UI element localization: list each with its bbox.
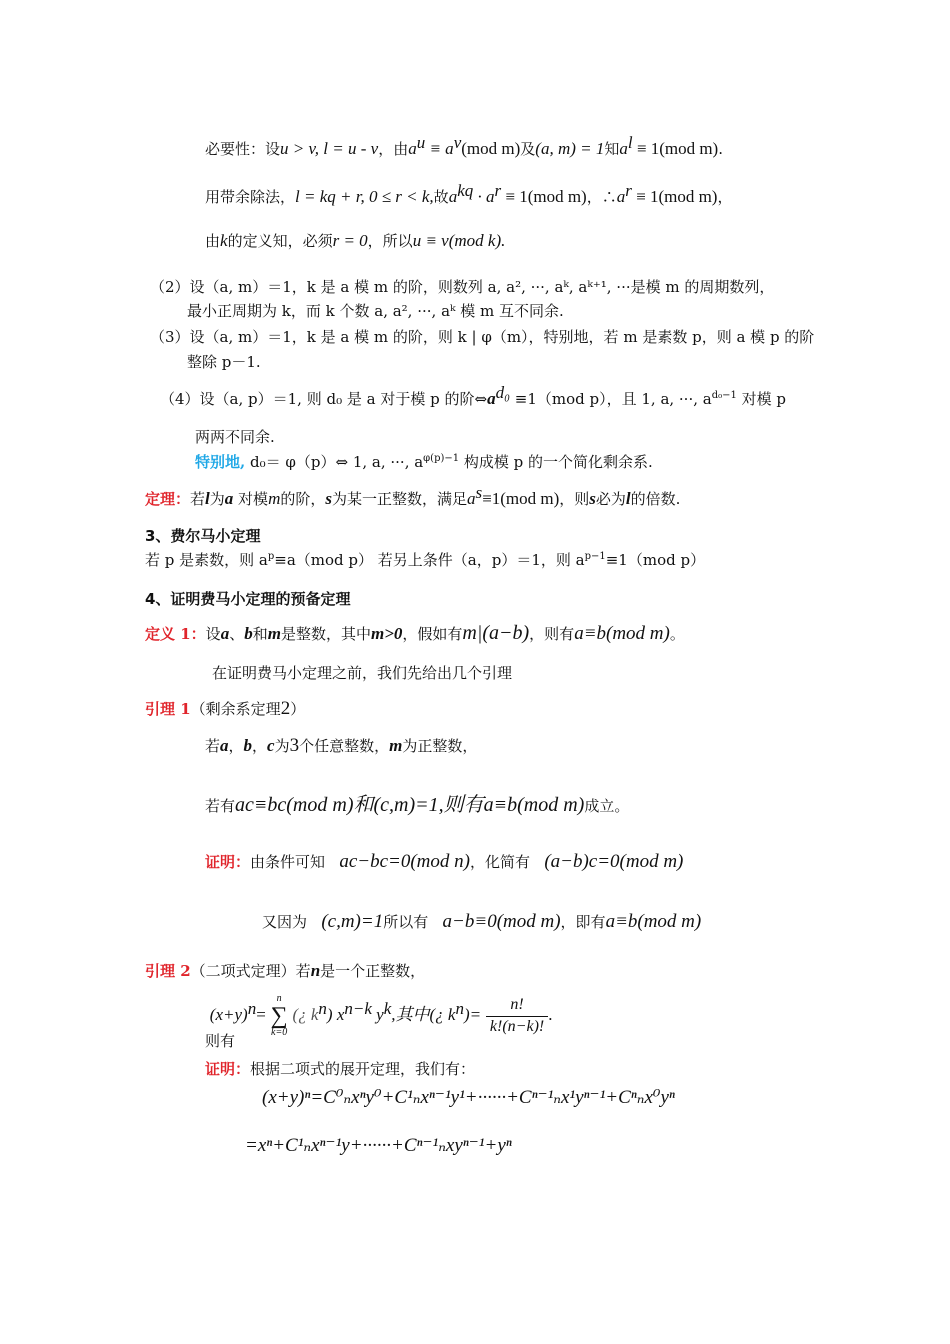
math: a <box>487 389 496 408</box>
text: 用带余除法， <box>205 188 296 206</box>
math-sup: s <box>475 483 483 502</box>
math: (x+y) <box>209 1005 248 1024</box>
definition-label: 定义 1： <box>145 625 206 643</box>
fraction-denominator: k!(n−k)! <box>489 1017 545 1035</box>
sigma-symbol: ∑ <box>270 1003 288 1029</box>
math: ≡ a <box>425 139 454 158</box>
math: m>0 <box>370 624 403 643</box>
item-2-line-1: （2）设（a, m）＝1，k 是 a 模 m 的阶，则数列 a, a², ···, aᵏ, aᵏ⁺¹, ···是模 m 的周期数列， <box>150 278 775 296</box>
text: ，由 <box>378 140 409 158</box>
binomial-formula <box>205 980 582 1050</box>
text: ≡1（mod p） <box>605 551 706 569</box>
lemma-1-line-2 <box>205 792 629 818</box>
math: ≡ 1(mod m) <box>632 139 719 158</box>
math: s <box>589 489 596 508</box>
math: a <box>616 187 626 206</box>
math: 3 <box>289 735 300 756</box>
sum-lower: k=0 <box>271 1027 288 1038</box>
expansion-line-2: =xⁿ+C¹ₙxⁿ⁻¹y+······+Cⁿ⁻¹ₙxyⁿ⁻¹+yⁿ <box>245 1135 512 1156</box>
math: ≡ 1(mod m) <box>501 187 587 206</box>
intro-text: 在证明费马小定理之前，我们先给出几个引理 <box>212 664 513 682</box>
math-sup: n−k <box>344 999 372 1018</box>
text: ，所以 <box>367 232 413 250</box>
text: ，化简有 <box>469 853 530 871</box>
item-4-line-2: 两两不同余. <box>195 428 275 446</box>
math: m|(a−b) <box>462 622 530 644</box>
math: m <box>267 624 281 643</box>
text: ，即有 <box>560 913 606 931</box>
lemma-1-heading <box>145 697 305 722</box>
section-4-heading: 4、证明费马小定理的预备定理 <box>145 590 351 608</box>
proof-1-line-2 <box>262 910 701 935</box>
math: ac−bc=0(mod n) <box>339 851 470 872</box>
sum-upper: n <box>276 993 282 1004</box>
math: · a <box>473 187 495 206</box>
math: l <box>205 489 210 508</box>
math: a−b≡0(mod m) <box>442 911 561 932</box>
math: a≡b(mod m) <box>605 911 702 932</box>
math: a <box>448 187 458 206</box>
math-sup: r <box>494 181 502 200</box>
special-line <box>195 452 653 473</box>
definition-1 <box>145 620 685 647</box>
item-4-line-1 <box>160 382 786 410</box>
math: ac≡bc(mod m)和(c,m)=1,则有a≡b(mod m) <box>235 794 585 816</box>
text: 设 <box>205 625 221 643</box>
math-sup: p−1 <box>584 551 606 562</box>
text: 。 <box>669 625 685 643</box>
math: n <box>310 961 321 980</box>
math: ,其中(¿ k <box>391 1005 456 1024</box>
text: 为 <box>209 490 225 508</box>
proof-1-line-1 <box>205 850 683 875</box>
text: ） <box>290 700 306 718</box>
math: . <box>548 1005 553 1024</box>
text: 所以有 <box>383 913 429 931</box>
text: 、 <box>229 625 245 643</box>
text: 必要性：设 <box>205 140 281 158</box>
math-sup: n <box>247 999 257 1018</box>
text: 为某一正整数，满足 <box>331 490 467 508</box>
proof-label: 证明： <box>205 1060 251 1078</box>
text: 若有 <box>205 797 236 815</box>
theorem-label: 定理： <box>145 490 191 508</box>
lemma-label: 引理 1 <box>145 700 191 718</box>
definition-line <box>205 230 505 252</box>
special-label: 特别地, <box>195 453 246 471</box>
text: 知 <box>604 140 620 158</box>
equiv-symbol: ⇔ <box>474 390 488 408</box>
math-sup: kq <box>457 181 474 200</box>
math-sup: d₀−1 <box>711 390 737 401</box>
division-line <box>205 180 732 208</box>
math-sup: p <box>267 551 275 562</box>
math: m <box>389 736 403 755</box>
text: 及 <box>520 140 536 158</box>
text: ，∴ <box>586 188 617 206</box>
math-sup: k <box>383 999 392 1018</box>
text: ≡1（mod p），且 1, a, ···, a <box>509 390 712 408</box>
math: r = 0 <box>332 231 368 250</box>
math-sup: u <box>416 133 426 152</box>
math: ) x <box>326 1005 345 1024</box>
text: 为正整数， <box>402 737 478 755</box>
math-sup: l <box>627 133 633 152</box>
math: a <box>224 489 234 508</box>
text: ， <box>252 737 268 755</box>
math: m <box>268 489 281 508</box>
item-3-line-2: 整除 p－1. <box>187 353 261 371</box>
text: ，则有 <box>529 625 575 643</box>
text: ， <box>228 737 244 755</box>
math: b <box>244 624 253 643</box>
text: 的倍数. <box>630 490 681 508</box>
text: 由条件可知 <box>250 853 326 871</box>
text: 是一个正整数， <box>320 962 426 980</box>
fraction-numerator: n! <box>486 995 548 1017</box>
math: a <box>220 736 229 755</box>
math: a≡b(mod m) <box>574 623 670 644</box>
text: 的定义知，必须 <box>227 232 333 250</box>
proof-label: 证明： <box>205 853 251 871</box>
math-sup: n <box>455 999 464 1018</box>
text: 若 p 是素数，则 a <box>145 551 268 569</box>
text: 对模 p <box>736 390 786 408</box>
text: （剩余系定理 <box>190 700 281 718</box>
item-3-line-1: （3）设（a, m）＝1，k 是 a 模 m 的阶，则 k | φ（m），特别地，若 m 是素数 p，则 a 模 p 的阶 <box>150 328 815 346</box>
text: 对模 <box>233 490 269 508</box>
necessity-line <box>205 132 723 160</box>
math: a <box>619 139 628 158</box>
math: (a−b)c=0(mod m) <box>544 851 684 872</box>
text: 若 <box>190 490 206 508</box>
math: ≡ 1(mod m) <box>631 187 718 206</box>
text: 若 <box>205 737 221 755</box>
theorem-line <box>145 482 680 510</box>
lemma-1-line-1 <box>205 734 477 759</box>
text: ，假如有 <box>402 625 463 643</box>
math: s <box>325 489 332 508</box>
math: )= <box>463 1005 482 1024</box>
expansion-line-1: (x+y)ⁿ=C⁰ₙxⁿy⁰+C¹ₙxⁿ⁻¹y¹+······+Cⁿ⁻¹ₙx¹yⁿ⁻¹+Cⁿₙx⁰yⁿ <box>262 1087 675 1108</box>
text: 个任意整数， <box>299 737 390 755</box>
math: l <box>625 489 631 508</box>
math: c <box>267 736 275 755</box>
math: (a, m) = 1 <box>535 139 605 158</box>
text: ≡a（mod p） 若另上条件（a，p）＝1，则 a <box>274 551 585 569</box>
text: 的阶， <box>280 490 326 508</box>
text: （二项式定理）若 <box>190 962 311 980</box>
math: (¿ k <box>292 1005 319 1024</box>
math: a <box>467 489 476 508</box>
math: a <box>408 139 417 158</box>
text: 由 <box>205 232 221 250</box>
text: （4）设（a, p）＝1, 则 d₀ 是 a 对于模 p 的阶 <box>160 390 475 408</box>
math: = <box>256 1005 266 1024</box>
text: ，则 <box>559 490 590 508</box>
math: a <box>220 624 230 643</box>
text: 根据二项式的展开定理，我们有： <box>250 1060 476 1078</box>
text: 是整数，其中 <box>280 625 371 643</box>
text: . <box>718 140 723 158</box>
math: ≡1(mod m) <box>482 489 560 508</box>
text: 必为 <box>595 490 626 508</box>
math-sup: r <box>625 181 632 200</box>
math-sup: d₀ <box>495 383 510 402</box>
math-sup: v <box>453 133 462 152</box>
math: u ≡ v(mod k). <box>412 231 506 250</box>
text: 为 <box>274 737 290 755</box>
lemma-2-heading <box>145 960 425 982</box>
text: 和 <box>252 625 268 643</box>
summation <box>271 994 288 1038</box>
math: 2 <box>280 698 291 719</box>
section-3-heading: 3、费尔马小定理 <box>145 527 261 545</box>
math: (mod m) <box>461 139 521 158</box>
text: 故 <box>433 188 449 206</box>
text: 成立。 <box>584 797 630 815</box>
text: 又因为 <box>262 913 308 931</box>
fraction <box>486 995 548 1038</box>
math: b <box>243 736 253 755</box>
math: y <box>371 1005 384 1024</box>
proof-2-line <box>205 1060 475 1080</box>
lemma-label: 引理 2 <box>145 962 191 980</box>
text: 则有 <box>205 1032 236 1050</box>
item-2-line-2: 最小正周期为 k，而 k 个数 a, a², ···, aᵏ 模 m 互不同余. <box>187 302 564 320</box>
math: k <box>220 231 228 250</box>
math-sup: n <box>318 999 327 1018</box>
text: d₀＝ φ（p）⇔ 1, a, ···, a <box>245 453 424 471</box>
text: ， <box>717 188 733 206</box>
text: 构成模 p 的一个简化剩余系. <box>459 453 653 471</box>
fermat-statement <box>145 550 705 571</box>
math: u > v, l = u - v <box>280 139 379 158</box>
math-sup: φ(p)−1 <box>423 453 460 464</box>
math: (c,m)=1 <box>321 911 384 932</box>
math: l = kq + r, 0 ≤ r < k, <box>295 187 434 206</box>
